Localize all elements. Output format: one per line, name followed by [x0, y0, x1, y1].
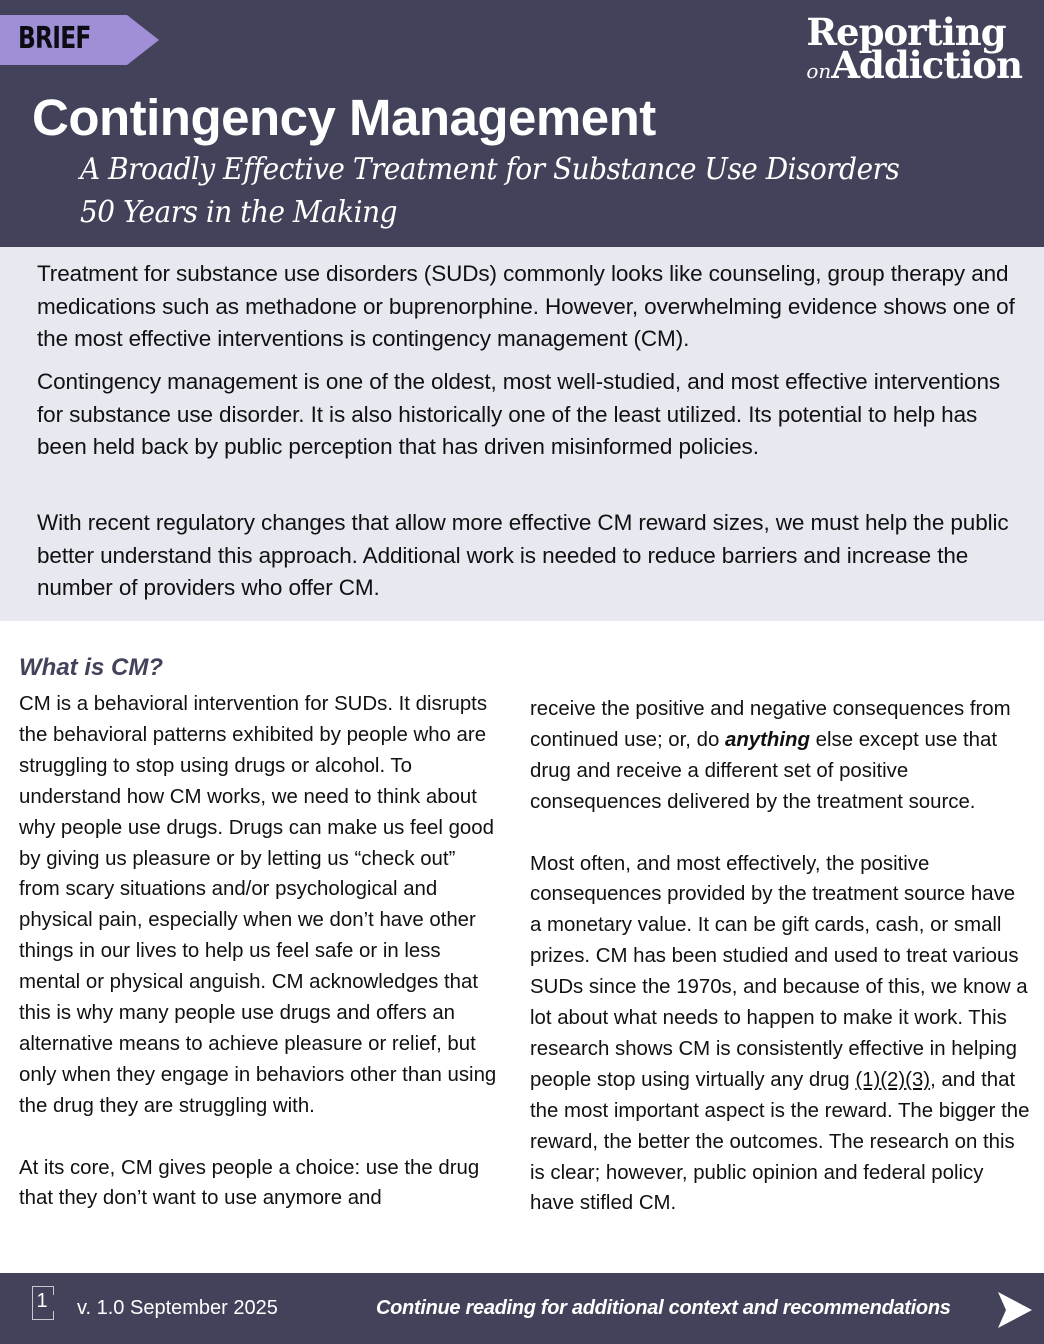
text-run: Most often, and most effectively, the positive consequences provided by the treatment source have a monetary value. It can be gift cards, cash, or small prizes. CM has been studied and used to treat various SUDs since the 1970s, and because of this, we know a lot about what needs to happen to make it work. This research shows CM is consistently effective in helping people stop using virtually any drug — [530, 852, 1028, 1091]
emphasis-text: anything — [725, 728, 810, 751]
continue-reading-link[interactable]: Continue reading for additional context and recommendations — [376, 1297, 951, 1319]
intro-paragraph: Contingency management is one of the oldest, most well-studied, and most effective interventions for substance use disorder. It is also historically one of the least utilized. Its potential to help has been held back by public perception that has driven misinformed policies. — [37, 369, 1001, 459]
header-banner — [0, 0, 1044, 247]
page-number-value: 1 — [36, 1290, 48, 1312]
text-run: else except use that drug and receive a different set of positive consequences delivered by the treatment source. — [530, 728, 997, 813]
body-paragraph: CM is a behavioral intervention for SUDs. It disrupts the behavioral patterns exhibited by people who are struggling to stop using drugs or alcohol. To understand how CM works, we need to think about why people use drugs. Drugs can make us feel good by giving us pleasure or by letting us “check out” from scary situations and/or psychological and physical pain, especially when we don’t have other things in our lives to help us feel safe or in less mental or physical anguish. CM acknowledges that this is why many people use drugs and offers an alternative means to achieve pleasure or relief, but only when they engage in behaviors other than using the drug they are struggling with. — [19, 693, 497, 1117]
reference-link-2[interactable]: (2) — [880, 1068, 906, 1091]
logo-on: on — [806, 59, 832, 83]
version-label: v. 1.0 September 2025 — [77, 1297, 278, 1319]
page-subtitle — [80, 148, 899, 234]
logo-line2 — [806, 43, 1022, 87]
body-paragraph — [530, 849, 1030, 1220]
reporting-on-addiction-logo[interactable] — [806, 10, 1022, 87]
body-paragraph: At its core, CM gives people a choice: use the drug that they don’t want to use anymore and — [19, 1156, 480, 1210]
intro-paragraph: With recent regulatory changes that allow more effective CM reward sizes, we must help the public better understand this approach. Additional work is needed to reduce barriers and increase the number of providers who offer CM. — [37, 510, 1009, 600]
play-arrow-icon[interactable] — [996, 1291, 1034, 1329]
left-column — [19, 689, 499, 1245]
right-column — [530, 694, 1030, 1250]
text-run: receive the positive and negative consequences from continued use; or, do — [530, 698, 1011, 751]
body-paragraph — [530, 694, 1030, 818]
section-heading: What is CM? — [19, 654, 163, 681]
brief-tag — [0, 15, 160, 65]
intro-summary-box — [0, 247, 1044, 621]
subtitle-line2: 50 Years in the Making — [80, 195, 397, 230]
logo-addiction: Addiction — [831, 43, 1022, 87]
reference-link-1[interactable]: (1) — [855, 1068, 881, 1091]
page-number — [32, 1286, 52, 1320]
text-run: , and that the most important aspect is the reward. The bigger the reward, the better the outcomes. The research on this is clear; however, public opinion and federal policy have stifled CM. — [530, 1068, 1030, 1215]
reference-link-3[interactable]: (3) — [905, 1068, 931, 1091]
intro-paragraph: Treatment for substance use disorders (SUDs) commonly looks like counseling, group therapy and medications such as methadone or buprenorphine. However, overwhelming evidence shows one of the most effective interventions is contingency management (CM). — [37, 261, 1015, 351]
page-title: Contingency Management — [32, 89, 656, 146]
brief-label: BRIEF — [18, 21, 91, 56]
logo-line1: Reporting — [806, 10, 1006, 54]
subtitle-line1: A Broadly Effective Treatment for Substance Use Disorders — [80, 152, 900, 187]
footer-bar — [0, 1273, 1044, 1344]
